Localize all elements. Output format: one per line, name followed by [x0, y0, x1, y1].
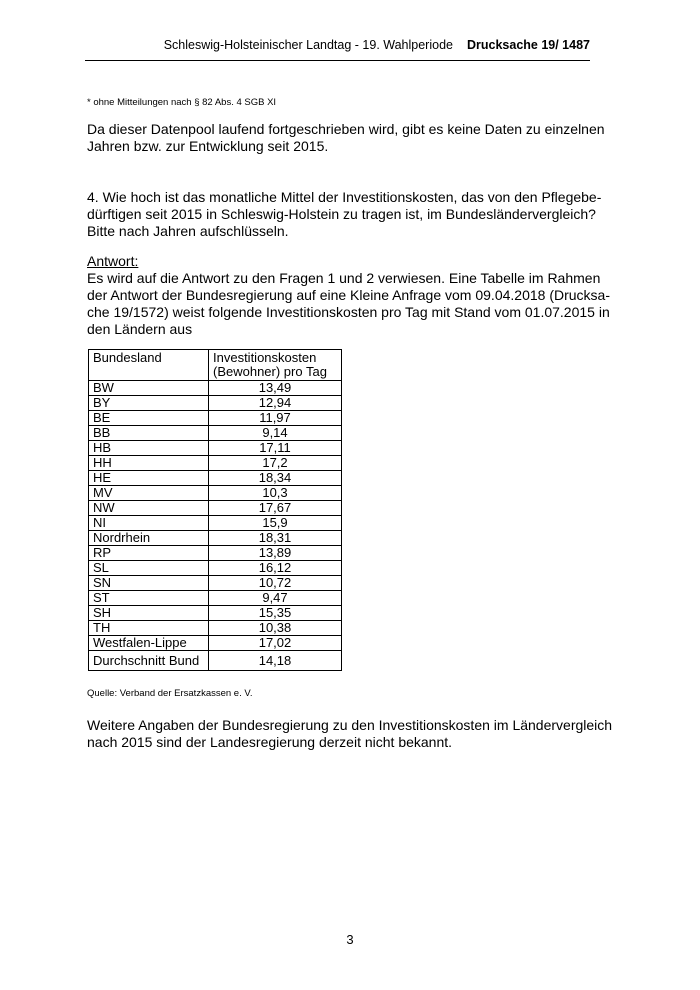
- average-label-cell: Durchschnitt Bund: [89, 651, 209, 671]
- text-line: Da dieser Datenpool laufend fortgeschrieben wird, gibt es keine Daten zu einzelnen: [87, 121, 605, 137]
- column-header-cost-line1: Investitionskosten: [213, 350, 317, 365]
- page-number: 3: [346, 932, 354, 947]
- average-value-cell: 14,18: [209, 651, 342, 671]
- state-cell: BE: [89, 411, 209, 426]
- state-cell: NW: [89, 501, 209, 516]
- text-line: dürftigen seit 2015 in Schleswig-Holstein zu tragen ist, im Bundesländervergleich?: [87, 206, 596, 222]
- table-row: [89, 456, 342, 471]
- value-cell: 10,3: [209, 486, 342, 501]
- value-cell: 9,47: [209, 591, 342, 606]
- value-cell: 10,38: [209, 621, 342, 636]
- document-number: Drucksache 19/ 1487: [466, 38, 590, 52]
- table-header-row: [89, 350, 342, 381]
- value-cell: 18,34: [209, 471, 342, 486]
- state-cell: NI: [89, 516, 209, 531]
- state-cell: BY: [89, 396, 209, 411]
- table-row: [89, 411, 342, 426]
- table-row: [89, 636, 342, 651]
- answer-section: [87, 253, 627, 338]
- table-row: [89, 396, 342, 411]
- column-header-state: Bundesland: [89, 350, 209, 381]
- value-cell: 9,14: [209, 426, 342, 441]
- value-cell: 10,72: [209, 576, 342, 591]
- text-line: den Ländern aus: [87, 321, 193, 337]
- value-cell: 17,67: [209, 501, 342, 516]
- question-4: [87, 189, 627, 240]
- text-line: der Antwort der Bundesregierung auf eine Kleine Anfrage vom 09.04.2018 (Drucksa-: [87, 287, 610, 303]
- table-row: [89, 546, 342, 561]
- value-cell: 13,49: [209, 381, 342, 396]
- table-row: [89, 561, 342, 576]
- paragraph-data-pool: [87, 121, 627, 155]
- table-row: [89, 441, 342, 456]
- state-cell: Westfalen-Lippe: [89, 636, 209, 651]
- state-cell: SH: [89, 606, 209, 621]
- table-row: [89, 516, 342, 531]
- text-line: che 19/1572) weist folgende Investitionskosten pro Tag mit Stand vom 01.07.2015 in: [87, 304, 610, 320]
- value-cell: 17,2: [209, 456, 342, 471]
- column-header-cost-line2: (Bewohner) pro Tag: [213, 364, 327, 379]
- table-row-average: [89, 651, 342, 671]
- state-cell: HE: [89, 471, 209, 486]
- header-title: Schleswig-Holsteinischer Landtag - 19. Wahlperiode: [163, 38, 453, 52]
- value-cell: 17,11: [209, 441, 342, 456]
- table-row: [89, 606, 342, 621]
- table-row: [89, 621, 342, 636]
- value-cell: 17,02: [209, 636, 342, 651]
- text-line: Es wird auf die Antwort zu den Fragen 1 und 2 verwiesen. Eine Tabelle im Rahmen: [87, 270, 601, 286]
- text-line: Jahren bzw. zur Entwicklung seit 2015.: [87, 138, 329, 154]
- table-row: [89, 426, 342, 441]
- state-cell: ST: [89, 591, 209, 606]
- paragraph-closing: [87, 717, 627, 751]
- text-line: Weitere Angaben der Bundesregierung zu den Investitionskosten im Ländervergleich: [87, 717, 613, 733]
- state-cell: BB: [89, 426, 209, 441]
- table-row: [89, 576, 342, 591]
- answer-heading: Antwort:: [87, 253, 139, 269]
- table-row: [89, 471, 342, 486]
- value-cell: 12,94: [209, 396, 342, 411]
- column-header-cost: [209, 350, 342, 381]
- state-cell: SN: [89, 576, 209, 591]
- state-cell: RP: [89, 546, 209, 561]
- value-cell: 15,9: [209, 516, 342, 531]
- table-row: [89, 501, 342, 516]
- state-cell: MV: [89, 486, 209, 501]
- table-row: [89, 381, 342, 396]
- value-cell: 15,35: [209, 606, 342, 621]
- state-cell: TH: [89, 621, 209, 636]
- state-cell: SL: [89, 561, 209, 576]
- text-line: Bitte nach Jahren aufschlüsseln.: [87, 223, 289, 239]
- table-source: Quelle: Verband der Ersatzkassen e. V.: [87, 688, 253, 699]
- state-cell: HB: [89, 441, 209, 456]
- text-line: nach 2015 sind der Landesregierung derzeit nicht bekannt.: [87, 734, 453, 750]
- value-cell: 13,89: [209, 546, 342, 561]
- state-cell: Nordrhein: [89, 531, 209, 546]
- value-cell: 18,31: [209, 531, 342, 546]
- value-cell: 16,12: [209, 561, 342, 576]
- page-header: [85, 38, 590, 61]
- value-cell: 11,97: [209, 411, 342, 426]
- table-row: [89, 486, 342, 501]
- footnote: * ohne Mitteilungen nach § 82 Abs. 4 SGB XI: [87, 97, 277, 108]
- table-row: [89, 531, 342, 546]
- state-cell: HH: [89, 456, 209, 471]
- state-cell: BW: [89, 381, 209, 396]
- text-line: 4. Wie hoch ist das monatliche Mittel der Investitionskosten, das von den Pflegebe-: [87, 189, 602, 205]
- table-row: [89, 591, 342, 606]
- investment-cost-table: [88, 349, 342, 671]
